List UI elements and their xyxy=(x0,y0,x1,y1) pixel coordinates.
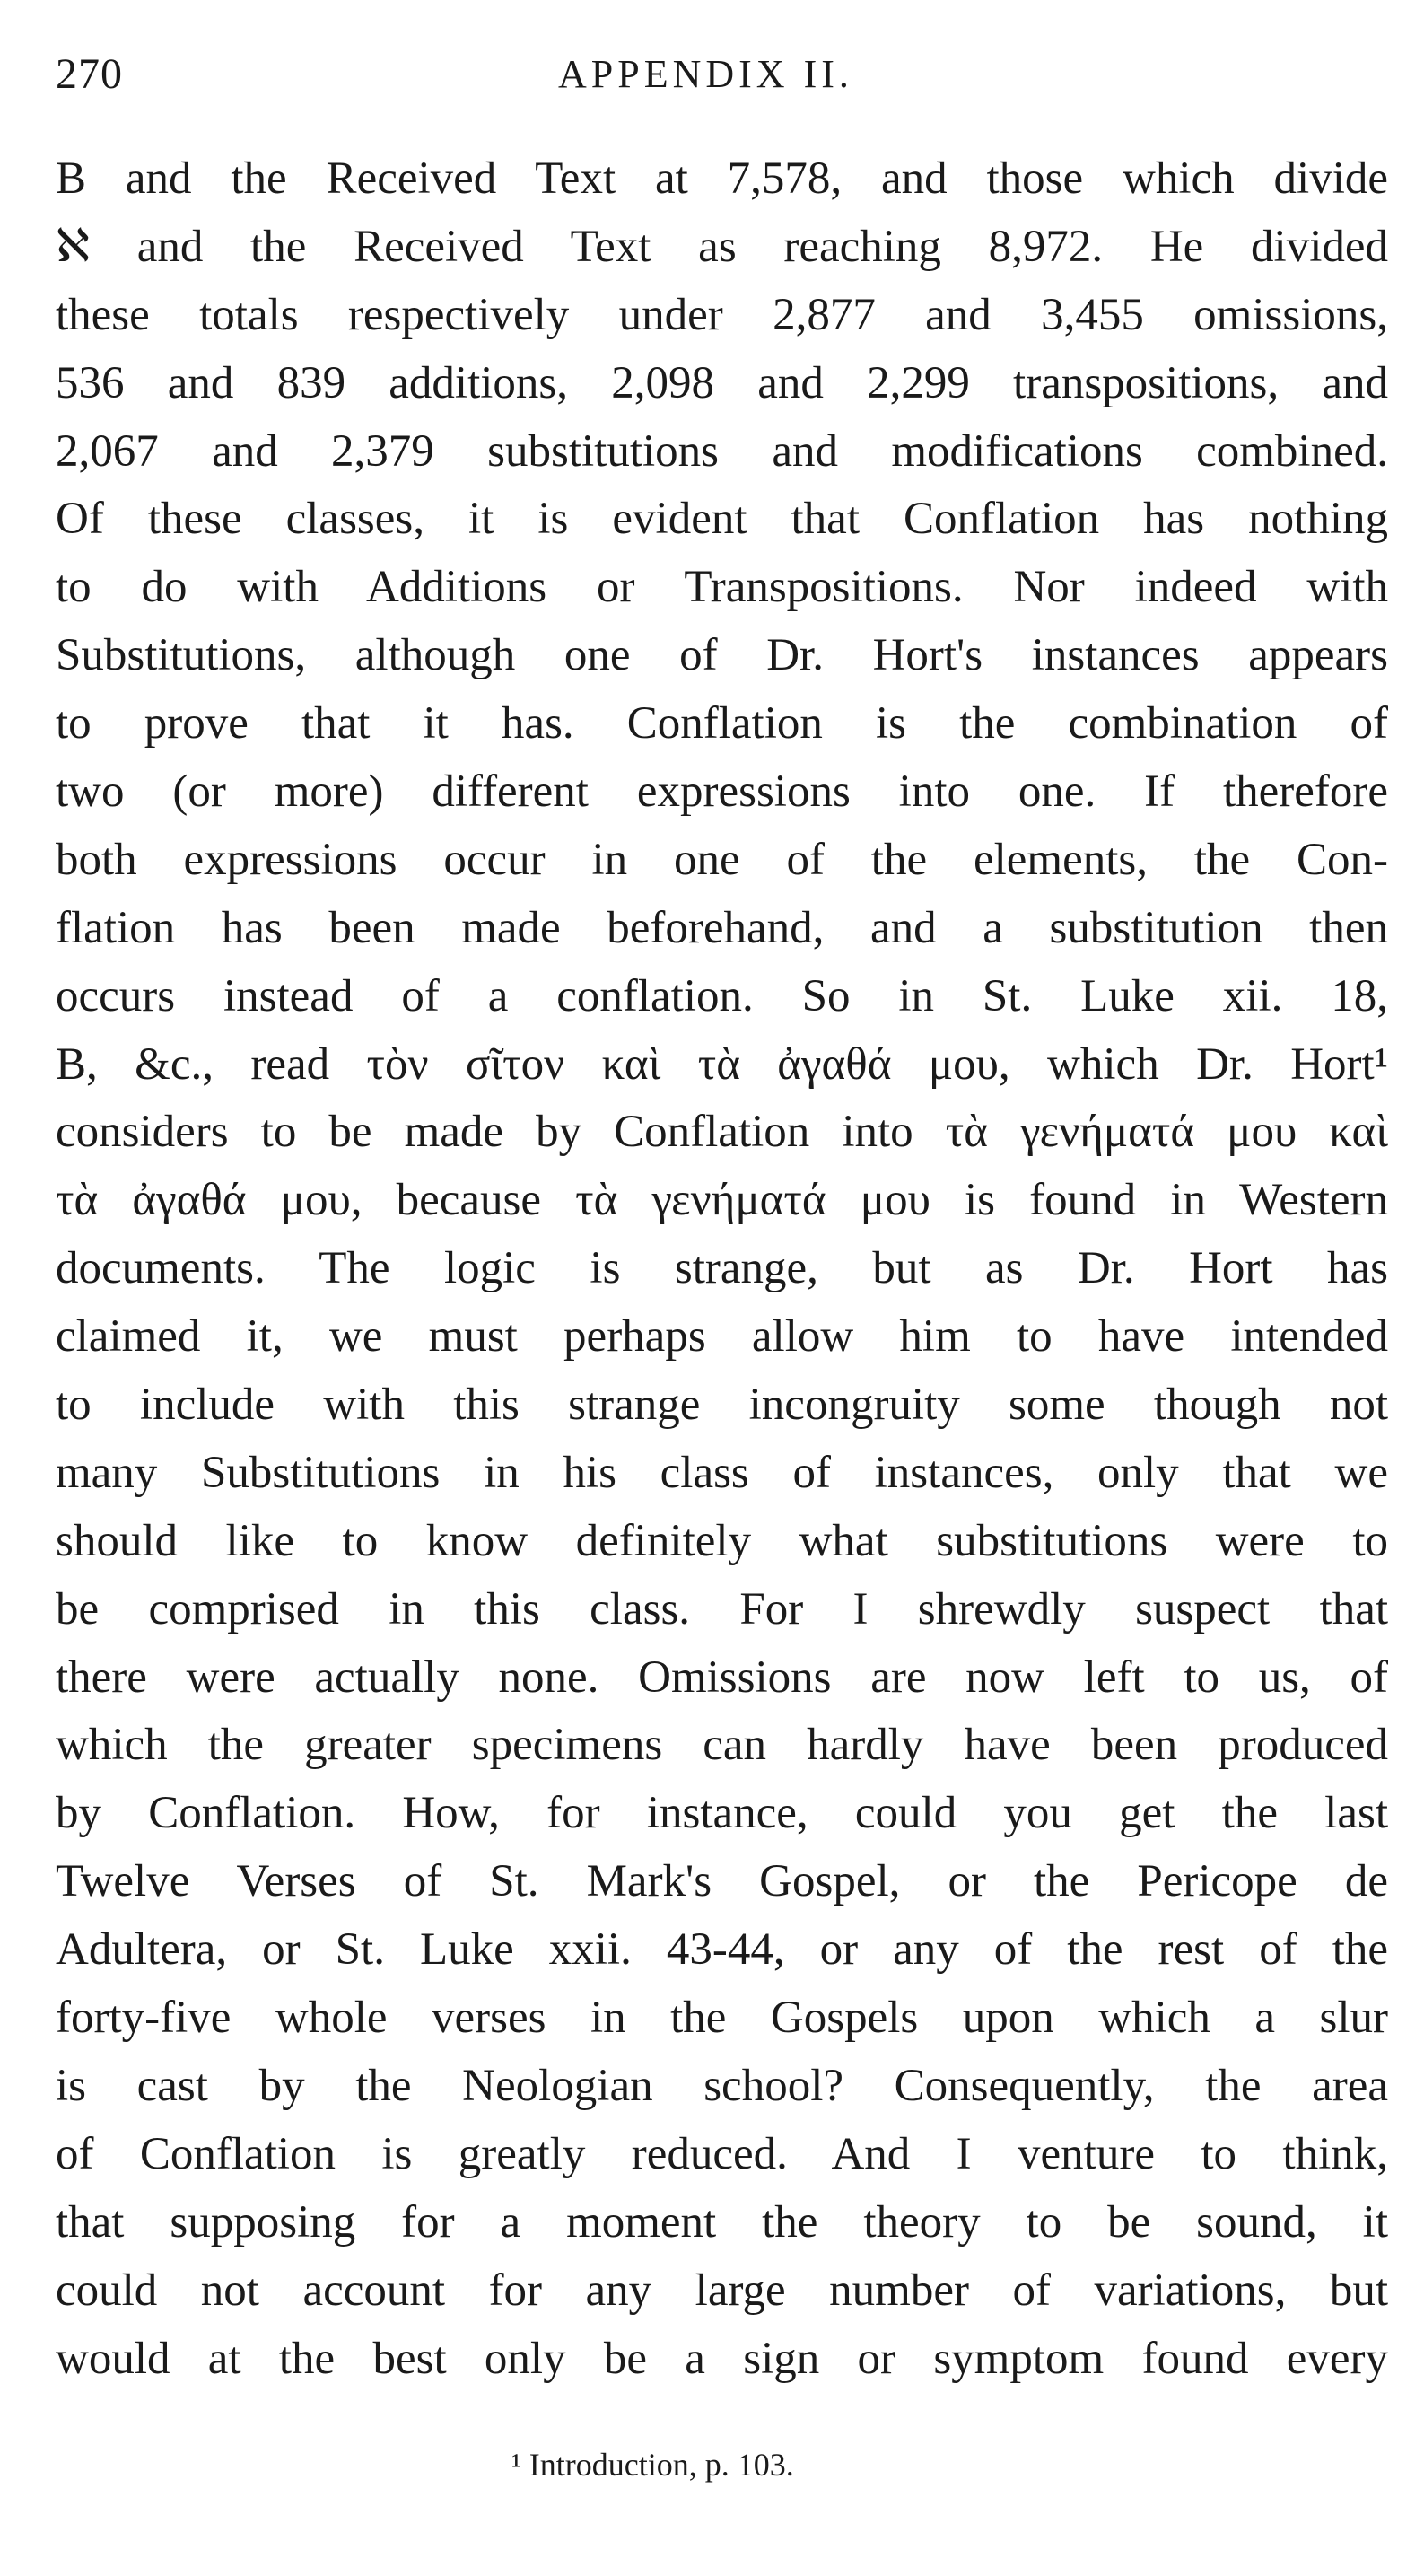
text-line: 2,067 and 2,379 substitutions and modifications combined. xyxy=(56,425,1388,477)
text-line: Of these classes, it is evident that Conflation has nothing xyxy=(56,494,1388,545)
page-number: 270 xyxy=(56,50,123,98)
text-line: many Substitutions in his class of instances, only that we xyxy=(56,1447,1388,1498)
running-title: APPENDIX II. xyxy=(558,52,853,96)
text-line: both expressions occur in one of the elements, the Con- xyxy=(56,834,1388,885)
text-line: is cast by the Neologian school? Consequently, the area xyxy=(56,2060,1388,2111)
text-line: to include with this strange incongruity some though not xyxy=(56,1380,1388,1431)
text-line: these totals respectively under 2,877 and 3,455 omissions, xyxy=(56,289,1388,340)
text-line: be comprised in this class. For I shrewdly suspect that xyxy=(56,1583,1388,1634)
text-line: to do with Additions or Transpositions. Nor indeed with xyxy=(56,562,1388,613)
text-line: claimed it, we must perhaps allow him to have intended xyxy=(56,1311,1388,1362)
text-line: Twelve Verses of St. Mark's Gospel, or the Pericope de xyxy=(56,1856,1388,1907)
text-line: of Conflation is greatly reduced. And I venture to think, xyxy=(56,2128,1388,2179)
text-line: forty-five whole verses in the Gospels upon which a slur xyxy=(56,1993,1388,2044)
text-line: B, &c., read τὸν σῖτον καὶ τὰ ἀγαθά μου, which Dr. Hort¹ xyxy=(56,1038,1388,1090)
text-line: two (or more) different expressions into one. If therefore xyxy=(56,767,1388,818)
text-line: that supposing for a moment the theory to be sound, it xyxy=(56,2196,1388,2247)
text-line: Substitutions, although one of Dr. Hort's instances appears xyxy=(56,630,1388,681)
text-line: should like to know definitely what substitutions were to xyxy=(56,1515,1388,1566)
text-line: flation has been made beforehand, and a substitution then xyxy=(56,902,1388,953)
text-line: to prove that it has. Conflation is the combination of xyxy=(56,698,1388,749)
text-line: documents. The logic is strange, but as Dr. Hort has xyxy=(56,1243,1388,1294)
text-line: 536 and 839 additions, 2,098 and 2,299 transpositions, and xyxy=(56,357,1388,408)
footnote: ¹ Introduction, p. 103. xyxy=(511,2447,794,2483)
text-line: B and the Received Text at 7,578, and those which divide xyxy=(56,153,1388,204)
text-line: by Conflation. How, for instance, could you get the last xyxy=(56,1788,1388,1839)
text-line: considers to be made by Conflation into τὰ γενήματά μου καὶ xyxy=(56,1107,1388,1158)
text-line: could not account for any large number of variations, but xyxy=(56,2265,1388,2316)
text-line: would at the best only be a sign or symptom found every xyxy=(56,2333,1388,2384)
text-line: Adultera, or St. Luke xxii. 43-44, or any of the rest of the xyxy=(56,1924,1388,1976)
text-line: ℵ and the Received Text as reaching 8,972. He divided xyxy=(56,221,1388,272)
body-text xyxy=(56,145,1388,2393)
text-line: occurs instead of a conflation. So in St. Luke xii. 18, xyxy=(56,970,1388,1021)
text-line: which the greater specimens can hardly have been produced xyxy=(56,1720,1388,1771)
text-line: there were actually none. Omissions are now left to us, of xyxy=(56,1652,1388,1703)
text-line: τὰ ἀγαθά μου, because τὰ γενήματά μου is found in Western xyxy=(56,1175,1388,1226)
page-header xyxy=(56,49,1393,112)
